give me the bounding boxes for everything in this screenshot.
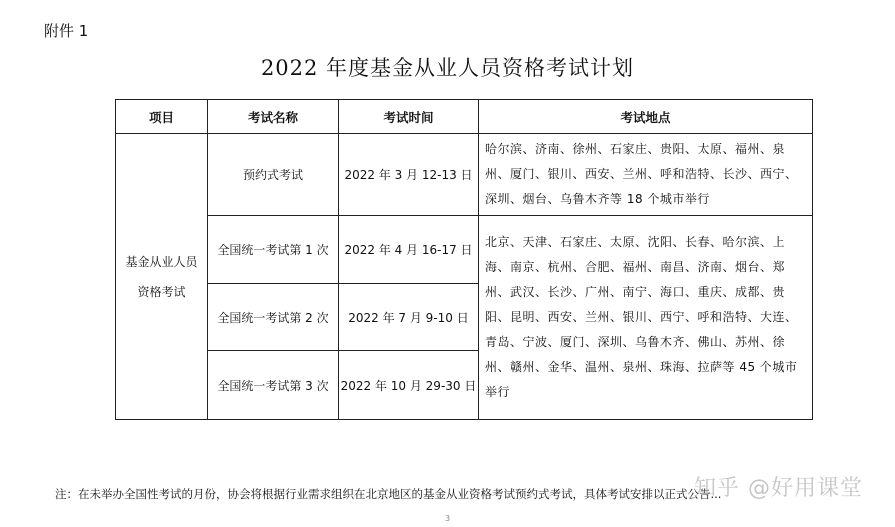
exam-time-cell: 2022 年 3 月 12-13 日 [339, 134, 479, 216]
header-exam-name: 考试名称 [208, 100, 339, 134]
header-exam-location: 考试地点 [479, 100, 813, 134]
header-exam-time: 考试时间 [339, 100, 479, 134]
exam-location-cell: 哈尔滨、济南、徐州、石家庄、贵阳、太原、福州、泉州、厦门、银川、西安、兰州、呼和浩特、长沙、西宁、深圳、烟台、乌鲁木齐等 18 个城市举行 [479, 134, 813, 216]
table-row [116, 134, 813, 216]
exam-plan-table [115, 99, 813, 420]
page-title: 2022 年度基金从业人员资格考试计划 [260, 56, 635, 80]
exam-name-cell: 全国统一考试第 1 次 [208, 216, 339, 284]
project-line-2: 资格考试 [137, 284, 186, 299]
exam-location-cell: 北京、天津、石家庄、太原、沈阳、长春、哈尔滨、上海、南京、杭州、合肥、福州、南昌、济南、烟台、郑州、武汉、长沙、广州、南宁、海口、重庆、成都、贵阳、昆明、西安、兰州、银川、西宁、呼和浩特、大连、青岛、宁波、厦门、深圳、乌鲁木齐、佛山、苏州、徐州、赣州、金华、温州、泉州、珠海、拉萨等 45 个城市举行 [479, 216, 813, 420]
project-line-1: 基金从业人员 [125, 254, 198, 269]
page-number: 3 [444, 514, 451, 523]
exam-time-cell: 2022 年 4 月 16-17 日 [339, 216, 479, 284]
project-cell [116, 134, 208, 420]
exam-name-cell: 预约式考试 [208, 134, 339, 216]
exam-time-cell: 2022 年 7 月 9-10 日 [339, 284, 479, 351]
table-header-row [116, 100, 813, 134]
watermark: 知乎 @好用课堂 [694, 476, 863, 501]
attachment-label: 附件 1 [44, 22, 89, 40]
exam-name-cell: 全国统一考试第 2 次 [208, 284, 339, 351]
exam-name-cell: 全国统一考试第 3 次 [208, 351, 339, 420]
exam-time-cell: 2022 年 10 月 29-30 日 [339, 351, 479, 420]
table-row [116, 216, 813, 284]
header-project: 项目 [116, 100, 208, 134]
footnote: 注：在未举办全国性考试的月份，协会将根据行业需求组织在北京地区的基金从业资格考试预约式考试，具体考试安排以正式公告... [55, 487, 722, 501]
